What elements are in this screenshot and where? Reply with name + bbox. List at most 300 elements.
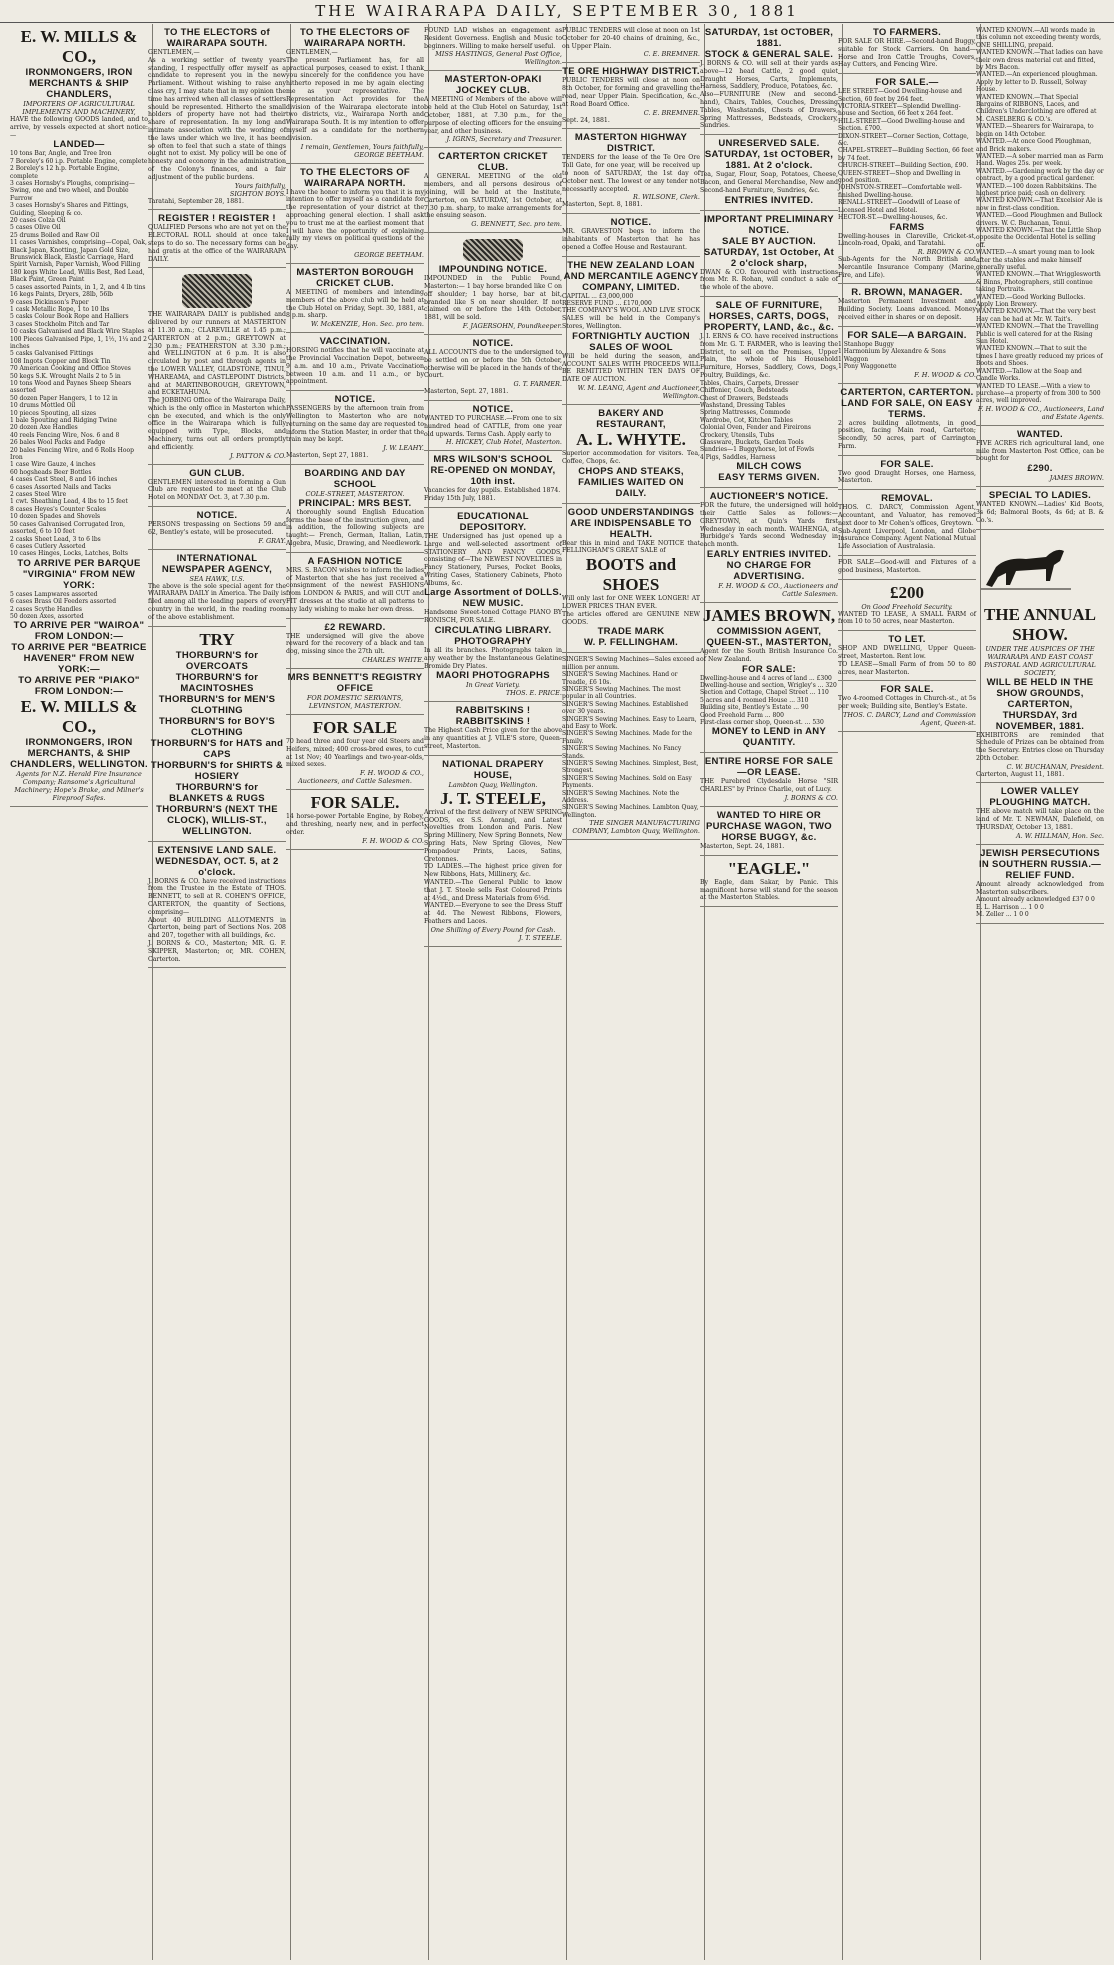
- accounts-body: ALL ACCOUNTS due to the undersigned to be settled on or before the 5th October, otherwise will be placed in the hands of the Court.: [424, 348, 562, 380]
- engine-sale-heading: FOR SALE.: [310, 793, 400, 813]
- mills-landed: LANDED—: [53, 139, 105, 151]
- column-7: [834, 24, 981, 1960]
- list-item: Building site, Bentley's Estate ... 90: [700, 704, 809, 712]
- brown-body: Agent for the South British Insurance Co. of New Zealand.: [700, 647, 838, 663]
- list-item: 20 dozen Axe Handles: [10, 424, 78, 432]
- list-item: 2 cases Scythe Handles: [10, 605, 82, 613]
- dwan-sale: [700, 211, 838, 297]
- wanted-column: [976, 24, 1104, 426]
- column-3: [282, 24, 429, 1960]
- list-item: 10 tons Bar, Angle, and Tree Iron: [10, 150, 112, 158]
- mills-footer-name: E. W. MILLS & CO.,: [20, 697, 138, 737]
- jockey-body: A MEETING of Members of the above will be held at the Club Hotel on Saturday, 1st October, 1881, at 7.30 p.m., for the purpose of electing officers for the ensuing year, and other business.: [424, 96, 562, 135]
- land-date: WEDNESDAY, OCT. 5, at 2 o'clock.: [155, 855, 279, 878]
- goodwill-advert: [838, 556, 976, 580]
- list-item: 3 cases Hornsby's Ploughs, comprising—Swing, one and two wheel, and Double Furrow: [10, 180, 135, 202]
- farmers-heading: TO FARMERS.: [872, 27, 942, 38]
- list-item: WANTED KNOWN.—That ladies can have their own dress material cut and fitted, by Mrs Bacon.: [976, 49, 1103, 72]
- mills-arrive-heading2: TO ARRIVE PER "WAIROA" FROM LONDON:—: [13, 620, 145, 643]
- cottage-sale-advert: [838, 681, 976, 732]
- list-item: WANTED KNOWN.—That Special Bargains of RIBBONS, Laces, and Children's Underclothing are offered at M. CASELBERG & CO.'s.: [976, 93, 1097, 123]
- to-let-heading: TO LET.: [888, 634, 926, 646]
- loan-heading: THE NEW ZEALAND LOAN AND MERCANTILE AGENCY COMPANY, LIMITED.: [563, 259, 699, 293]
- draught-body: Two good Draught Horses, one Harness, Masterton.: [838, 469, 976, 485]
- accounts-signer: G. T. FARMER.: [513, 380, 562, 389]
- unreserved-entries: ENTRIES INVITED.: [724, 194, 814, 206]
- five-acres-body: FIVE ACRES rich agricultural land, one mile from Masterton Post Office, can be bought for: [976, 439, 1104, 463]
- drapery-signer: J. T. STEELE.: [518, 933, 562, 942]
- list-item: Tables, Chairs, Carpets, Dresser: [700, 379, 799, 387]
- list-item: THORBURN'S for HATS and CAPS: [150, 737, 284, 760]
- property-heading: FOR SALE.—: [875, 77, 939, 89]
- list-item: E. L. Harrison ... 1 0 0: [976, 903, 1044, 911]
- wanted-list: [976, 27, 1104, 405]
- engine-sale-signer: F. H. WOOD & CO.: [362, 836, 424, 845]
- fortnight-body: Will be held during the season, and ACCOUNT SALES WITH PROCEEDS WILL BE REMITTED WITHIN TEN DAYS OF DATE OF AUCTION.: [562, 352, 700, 384]
- thorburn-advert: [148, 627, 286, 842]
- list-item: WANTED.—A sober married man as Farm Hand. Wages 25s. per week.: [976, 152, 1104, 168]
- gun-club-advert: [148, 465, 286, 507]
- wagon-date: Masterton, Sept. 24, 1881.: [700, 843, 785, 851]
- impounding-advert: [424, 233, 562, 335]
- list-item: 16 kegs Paints, Dryers, 28lb, 56lb: [10, 291, 113, 299]
- brown-money: MONEY to LEND in ANY QUANTITY.: [711, 726, 827, 749]
- list-item: 20 bales Fencing Wire, and 6 Rolls Hoop Iron: [10, 446, 134, 462]
- farmer-furniture-sale: [700, 297, 838, 488]
- bakery-heading: BAKERY AND RESTAURANT,: [596, 407, 666, 430]
- beetham2-signer: GEORGE BEETHAM.: [354, 250, 424, 259]
- list-item: SINGER'S Sewing Machines. The most popular in all Countries.: [562, 685, 681, 701]
- list-item: SINGER'S Sewing Machines. Established over 30 years.: [562, 700, 689, 716]
- list-item: 1 cask Metallic Rope, 1 to 10 lbs: [10, 305, 110, 313]
- fellingham-name: W. P. FELLINGHAM.: [583, 637, 679, 649]
- society-body: Masterton Permanent Investment and Building Society. Loans advanced. Money received either in shares or on deposit.: [838, 298, 976, 322]
- list-item: Dwelling-house and section, Wrigley's ... 320: [700, 681, 837, 689]
- farms-heading: FARMS: [889, 221, 925, 233]
- list-item: 11 cases Varnishes, comprising—Copal, Oak, Black Japan, Knotting, Japan Gold Size, Brunswick Black, Elastic Carriage, Hard Spirit Varnish, Paper Varnish, Wood Filling: [10, 239, 147, 269]
- mills-arrive-items: [10, 591, 148, 621]
- unreserved-heading: UNRESERVED SALE.: [718, 138, 820, 150]
- cricket-body: A MEETING of members and intending members of the above club will be held at the Club Hotel on Friday, Sept. 30, 1881, at 8 p.m. sharp.: [286, 288, 424, 320]
- mills-arrive-heading: TO ARRIVE PER BARQUE "VIRGINIA" FROM NEW YORK:: [17, 557, 141, 591]
- list-item: JOHNSTON-STREET—Comfortable well-finished Dwelling-house.: [838, 184, 962, 199]
- beetham-advert: [286, 24, 424, 164]
- special-ladies-advert: [976, 487, 1104, 529]
- trespass-notice: [148, 507, 286, 550]
- annual-show-advert: [976, 530, 1104, 784]
- early-entries: EARLY ENTRIES INVITED. NO CHARGE FOR ADVERTISING.: [706, 548, 832, 582]
- list-item: THORBURN'S for OVERCOATS: [175, 649, 259, 672]
- list-item: WANTED.—Shearers for Wairarapa, to begin on 14th October.: [976, 123, 1094, 138]
- auctioneer-heading: AUCTIONEER'S NOTICE.: [709, 491, 829, 503]
- rabbitskins-advert: [424, 702, 562, 755]
- mills-arrive-heading3: TO ARRIVE PER "BEATRICE HAVENER" FROM NEW YORK:—: [11, 642, 147, 676]
- list-item: 6 cases Brass Oil Feeders assorted: [10, 598, 117, 606]
- masterton-district-advert: [562, 129, 700, 214]
- list-item: 9 cases Dickinson's Paper: [10, 298, 89, 306]
- show-heading: THE ANNUAL SHOW.: [984, 604, 1096, 644]
- darcy-signer: THOS. C. DARCY, Land and Commission Agent, Queen-st.: [843, 711, 976, 728]
- list-item: 50 dozen Axes, assorted: [10, 612, 84, 620]
- horse-illustration: [976, 537, 1076, 597]
- james-brown-advert: [700, 603, 838, 753]
- farmers-advert: [838, 24, 976, 74]
- plough-heading: LOWER VALLEY PLOUGHING MATCH.: [989, 786, 1091, 809]
- vaccination-advert: [286, 333, 424, 391]
- reward-heading: £2 REWARD.: [324, 621, 386, 633]
- beetham-body: The present Parliament has, for all practical purposes, ceased to exist. I thank you sincerely for the confidence you have hitherto reposed in me by again electing me as your representative. The Representation Act provides for the division of the Wairarapa electorate into two districts, viz., Wairarapa North and Wairarapa South. It is my intention to offer myself as a candidate for the northern division.: [286, 56, 424, 142]
- ploughing-advert: [976, 783, 1104, 844]
- tender-upper-body: PUBLIC TENDERS will close at noon on 1st October for 20-40 chains of draining, &c., on Upper Plain.: [562, 27, 700, 50]
- list-item: 180 kegs White Lead, Willis Best, Red Lead, Black Paint, Green Paint: [10, 268, 145, 284]
- list-item: 1 cwt. Sheathing Lead, 4 lbs to 15 feet: [10, 498, 128, 506]
- list-item: 6 cases Cutlery Assorted: [10, 542, 86, 550]
- loan-200-advert: [838, 580, 976, 632]
- train-signer: J. W. LEAHY.: [383, 444, 424, 453]
- auctioneer-body: FOR the future, the undersigned will hold their Cattle Sales as follows:— GREYTOWN, at Quin's Yards first Wednesday in each month. WAIHENGA, at Burbidge's Yards second Wednesday in each month.: [700, 502, 838, 549]
- depository-heading: EDUCATIONAL DEPOSITORY.: [457, 510, 529, 533]
- list-item: Section and Cottage, Chapel Street ... 110: [700, 689, 829, 697]
- land-body2: About 40 BUILDING ALLOTMENTS in Carterton, being part of Sections Nos. 208 and 207, together with all buildings, &c.: [148, 916, 286, 940]
- brown-forsale: FOR SALE:: [742, 663, 796, 675]
- drapery-body: Arrival of the first delivery of NEW SPRING GOODS, ex S.S. Aorangi, and Latest Novelties from London and Paris. New Spring Millinery, New Spring Bonnets, New Spring Hats, New Spring Gloves, New Pompadour Prints, Laces, Satins, Cretonnes.: [424, 808, 562, 863]
- borns-also: Also—FURNITURE (New and second-hand), Chairs, Tables, Couches, Dressing Tables, Washstands, Chests of Drawers, Spring Mattresses, Bedsteads, Crockery, Sundries.: [700, 91, 838, 130]
- bargain-signer: F. H. WOOD & CO.: [914, 370, 976, 379]
- list-item: Washstand, Dressing Tables: [700, 401, 786, 409]
- goodwill-body: FOR SALE—Good-will and Fixtures of a good business, Masterton.: [838, 559, 976, 574]
- paper-advert: [148, 268, 286, 464]
- horse-heading: ENTIRE HORSE FOR SALE—OR LEASE.: [704, 756, 834, 779]
- furniture-body: J. I. ERNS & CO. have received instructions from Mr. G. T. FARMER, who is leaving the District, to sell on the Premises, Upper Plain, the whole of his Household Furniture, Horses, Saddlery, Cows, Dogs, Poultry, Buildings, &c.: [700, 332, 838, 379]
- five-acres-advert: [976, 426, 1104, 487]
- list-item: 5 cases assorted Paints, in 1, 2, and 4 lb tins: [10, 283, 146, 291]
- list-item: 1 Waggon: [838, 355, 869, 363]
- mills-agents: Agents for N.Z. Herald Fire Insurance Company; Ransome's Agricultural Machinery; Hope's Brake, and Milner's Fireproof Safes.: [14, 770, 144, 803]
- carterton-cricket-body: A GENERAL MEETING of the old members, and all persons desirous of joining, will be held at the Institute, Carterton, on SATURDAY, 1st October, at 7.30 p.m. sharp, to make arrangements for the ensuing season.: [424, 173, 562, 220]
- boots-body: Will only last for ONE WEEK LONGER! AT LOWER PRICES THAN EVER.: [562, 595, 700, 610]
- list-item: WANTED KNOWN.—That Excelsior Ale is now in first-class condition.: [976, 197, 1103, 212]
- rabbit-body: The Highest Cash Price given for the above in any quantities at J. VILE'S store, Queen-street, Masterton.: [424, 727, 562, 751]
- list-item: 2 Boreley's 12 h.p. Portable Engine, complete: [10, 165, 120, 180]
- impounding-signer: F. JAGERSOHN, Poundkeeper.: [462, 321, 562, 330]
- mills-intro: HAVE the following GOODS landed, and to arrive, by vessels expected at short notice:—: [10, 116, 148, 139]
- trespass-heading: NOTICE.: [196, 510, 238, 522]
- stock-sale-advert: [286, 715, 424, 790]
- wilson-body: Vacancies for day pupils. Established 1874.: [424, 487, 561, 495]
- fashion-body: MRS. S. BACON wishes to inform the ladies of Masterton that she has just received a consignment of the newest FASHIONS from LONDON & PARIS, and will CUT and FIT dresses at the studio at all patterns to any lady wishing to make her own dress.: [286, 566, 424, 613]
- list-item: 10 dozen Spades and Shovels: [10, 513, 101, 521]
- masterton-district-body: TENDERS for the lease of the Te Ore Ore Toll Gate, for one year, will be received up to noon of SATURDAY, the 1st day of October next. The lowest or any tender not necessarily accepted.: [562, 154, 700, 193]
- auctioneer-signer: F. H. WOOD & CO., Auctioneers and Cattle Salesmen.: [718, 581, 838, 598]
- to-let-body: SHOP AND DWELLING, Upper Queen-street, Masterton. Rent low.: [838, 645, 976, 661]
- special-heading: SPECIAL TO LADIES.: [988, 490, 1092, 502]
- bargain-heading: FOR SALE—A BARGAIN.: [847, 329, 967, 341]
- list-item: 5 casks Colour Book Rope and Halliers: [10, 313, 129, 321]
- horse-body: THE Purebred Clydesdale Horse "SIR CHARLES" by Prince Charlie, out of Lucy.: [700, 778, 838, 794]
- wilson-date: Friday 15th July, 1881.: [424, 495, 496, 503]
- list-item: CHAPEL-STREET—Building Section, 66 feet by 74 feet.: [838, 147, 974, 162]
- list-item: 2 cases Steel Wire: [10, 491, 67, 499]
- accounts-date: Masterton, Sept. 27, 1881.: [424, 388, 509, 396]
- dwan-auction: SALE BY AUCTION.: [721, 235, 816, 247]
- bargain-list: [838, 341, 976, 371]
- eagle-heading: "EAGLE.": [727, 858, 811, 878]
- list-item: 25 drums Boiled and Raw Oil: [10, 231, 100, 239]
- list-item: SINGER'S Sewing Machines. Note the Address.: [562, 789, 680, 805]
- list-item: 10 pieces Spouting, all sizes: [10, 409, 97, 417]
- trade-mark: TRADE MARK: [597, 626, 665, 638]
- school-heading: BOARDING AND DAY SCHOOL: [304, 467, 406, 490]
- show-place: WILL BE HELD IN THE SHOW GROUNDS, CARTERTON,: [986, 676, 1094, 710]
- drapery-wanted2: WANTED.—The General Public to know that J. T. Steele sells Fast Coloured Prints at 4½d., and Dress Materials from 6½d.: [424, 879, 562, 902]
- jockey-signer: J. IGRNS, Secretary and Treasurer.: [446, 135, 562, 144]
- eagle-body: By Eagle, dam Sakar, by Panic. This magnificent horse will stand for the season at the Masterton Stables.: [700, 878, 838, 902]
- gun-body: GENTLEMEN interested in forming a Gun Club are requested to meet at the Club Hotel on MONDAY Oct. 3, at 7.30 p.m.: [148, 478, 286, 502]
- drapery-name: J. T. STEELE,: [440, 788, 546, 808]
- list-item: M. Zeller ... 1 0 0: [976, 911, 1029, 919]
- bakery-body: Superior accommodation for visitors. Tea, Coffee, Chops, &c.: [562, 449, 700, 465]
- cattle-body: WANTED TO PURCHASE.—From one to six hundred head of CATTLE, from one year old upwards. Terms Cash. Apply early to: [424, 414, 562, 438]
- drapery-price-line: One Shilling of Every Pound for Cash.: [430, 925, 556, 934]
- cattle-signer: H. HICKEY, Club Hotel, Masterton.: [445, 438, 562, 447]
- wilson-heading: MRS WILSON'S SCHOOL RE-OPENED ON MONDAY, 10th inst.: [430, 454, 556, 488]
- carterton-cricket-signer: G. BENNETT, Sec. pro tem.: [471, 220, 562, 229]
- coffee-body: MR. GRAVESTON begs to inform the inhabitants of Masterton that he has opened a Coffee House and Restaurant.: [562, 228, 700, 251]
- mills-advert: [10, 24, 148, 807]
- list-item: 10 casks Galvanised and Black Wire Staples: [10, 328, 145, 336]
- list-item: VICTORIA-STREET—Splendid Dwelling-house and Section, 66 feet x 264 feet.: [838, 103, 961, 118]
- list-item: 8 cases Heyes's Counter Scales: [10, 505, 106, 513]
- registry-sub: FOR DOMESTIC SERVANTS,: [306, 694, 404, 703]
- reward-advert: [286, 619, 424, 669]
- auctioneer-notice: [700, 488, 838, 603]
- governess-body: FOUND LAD wishes an engagement as Resident Governess. English and Music to beginners. Willing to make herself useful.: [424, 27, 562, 50]
- cottage-heading: FOR SALE.: [880, 684, 934, 696]
- paper-signer: J. PATTON & CO.: [229, 451, 286, 460]
- loan-body: THE COMPANY'S WOOL AND LIVE STOCK SALES will be held in the Company's Stores, Wellington.: [562, 307, 700, 330]
- list-item: HECTOR-ST.—Dwelling-houses, &c.: [838, 214, 948, 222]
- bargain-advert: [838, 327, 976, 384]
- register-body: QUALIFIED Persons who are not yet on the ELECTORAL ROLL should at once take steps to do so. The necessary forms can be had gratis at the office of the WAIRARAPA DAILY.: [148, 224, 286, 263]
- engine-sale-advert: [286, 790, 424, 849]
- list-item: 3 cases Hornsby's Shares and Fittings, Guiding, Sleeping & co.: [10, 202, 129, 217]
- list-item: LEE STREET—Good Dwelling-house and Section, 60 feet by 264 feet.: [838, 88, 962, 103]
- te-ore-date: Sept. 24, 1881.: [562, 116, 610, 124]
- jockey-club-advert: [424, 71, 562, 148]
- list-item: 100 Pieces Galvanised Pipe, 1, 1½, 1¼ and 2 inches: [10, 335, 147, 350]
- brown-heading: JAMES BROWN,: [702, 605, 836, 625]
- list-item: WANTED KNOWN.—All words made in this column not exceeding twenty words, ONE SHILLING, prepaid.: [976, 27, 1102, 49]
- intl-agency-advert: [148, 550, 286, 627]
- impounding-body: IMPOUNDED in the Public Pound, Masterton:— 1 bay horse branded like C on off shoulder; 1 bay horse, bar at bit, branded like S on near shoulder. If not claimed on or before the 14th October, 1881, will be sold.: [424, 275, 562, 322]
- boys-place: Taratahi, September 28, 1881.: [148, 197, 244, 205]
- register-heading: REGISTER ! REGISTER !: [158, 213, 276, 225]
- jockey-heading: MASTERTON-OPAKI JOCKEY CLUB.: [444, 74, 542, 97]
- to-lease-body: TO LEASE—Small Farm of from 50 to 80 acres, near Masterton.: [838, 660, 976, 676]
- music-body: Handsome Sweet-toned Cottage PIANO BY RONISCH, FOR SALE.: [424, 609, 562, 625]
- loan-amount-body: On Good Freehold Security.: [861, 602, 953, 611]
- list-item: 1 case Wire Gauze, 4 inches: [10, 461, 96, 469]
- loan-company-advert: [562, 257, 700, 405]
- mills-items: [10, 150, 148, 557]
- list-item: SINGER'S Sewing Machines. Lambton Quay, Wellington.: [562, 804, 699, 819]
- families-line: FAMILIES WAITED ON DAILY.: [578, 476, 684, 499]
- boys-salutation: GENTLEMEN,—: [148, 49, 200, 56]
- column-4: [420, 24, 567, 1960]
- list-item: RENALL-STREET—Goodwill of Lease of Licensed Hotel and Hotel.: [838, 199, 960, 214]
- intl-body: The above is the sole special agent for the WAIRARAPA DAILY in America. The Daily is filed among all the leading papers of every country in the world, in the reading room of the above establishment.: [148, 582, 286, 621]
- list-item: 20 cases Colza Oil: [10, 217, 66, 225]
- cricket-signer: W. McKENZIE, Hon. Sec. pro tem.: [310, 320, 424, 329]
- vaccination-heading: VACCINATION.: [319, 336, 391, 348]
- photo-heading: PHOTOGRAPHY: [454, 636, 532, 648]
- coffee-heading: NOTICE.: [610, 217, 652, 229]
- governess-signer: MISS HASTINGS, General Post Office, Wellington.: [435, 50, 562, 67]
- column-8: [972, 24, 1108, 1960]
- list-item: 108 Ingots Copper and Block Tin: [10, 357, 111, 365]
- list-item: 5 acres and 4 roomed House ... 310: [700, 696, 809, 704]
- list-item: WANTED.—Good Ploughmen and Bullock drivers. W. C. Buchanan, Tenui.: [976, 212, 1103, 227]
- list-item: DIXON-STREET—Corner Section, Cottage, &c.: [838, 132, 969, 148]
- list-item: 40 reels Fencing Wire, Nos. 6 and 8: [10, 431, 120, 439]
- list-item: 4 cases Cast Steel, 8 and 16 inches: [10, 476, 118, 484]
- jewish-list: [976, 896, 1104, 918]
- beetham2-advert: [286, 164, 424, 264]
- carterton-cricket-heading: CARTERTON CRICKET CLUB.: [438, 151, 548, 174]
- maori-signer: THOS. E. PRICE.: [505, 689, 562, 698]
- list-item: 50 kegs S.K. Wrought Nails 2 to 5 in: [10, 372, 121, 380]
- easy-terms: EASY TERMS GIVEN.: [718, 472, 820, 484]
- drapery-heading: NATIONAL DRAPERY HOUSE,: [442, 758, 544, 781]
- brown-sub: COMMISSION AGENT, QUEEN-ST., MASTERTON,: [706, 625, 832, 648]
- list-item: SINGER'S Sewing Machines. Simplest, Best, Strongest.: [562, 760, 699, 775]
- borns-body: J. BORNS & CO. will sell at their yards as above—12 head Cattle, 2 good quiet Draught Horses, Carts, Implements, Harness, Saddlery, Produce, Potatoes, &c.: [700, 60, 838, 91]
- plough-body: THE above match will take place on the land of Mr. T. NEWMAN, Dalefield, on THURSDAY, October 13, 1881.: [976, 808, 1104, 832]
- list-item: THORBURN'S for BLANKETS & RUGS: [169, 781, 265, 804]
- list-item: First-class corner shop, Queen-st. ... 530: [700, 719, 824, 727]
- list-item: WANTED.—At once Good Ploughman, and Brick makers.: [976, 138, 1092, 153]
- wagon-advert: [700, 807, 838, 856]
- list-item: 1 Pony Waggonette: [838, 363, 897, 371]
- special-body: WANTED KNOWN.—Ladies' Kid Boots, 3s 6d; Balmoral Boots, 4s 6d; at B. & Co.'s.: [976, 501, 1104, 524]
- masterton-district-heading: MASTERTON HIGHWAY DISTRICT.: [574, 132, 688, 155]
- show-date: THURSDAY, 3rd NOVEMBER, 1881.: [995, 709, 1085, 732]
- thorburn-list: [148, 650, 286, 804]
- registry-advert: [286, 669, 424, 715]
- rabbit-heading: RABBITSKINS ! RABBITSKINS !: [455, 705, 531, 728]
- governess-advert: [424, 24, 562, 71]
- list-item: 3 cases Stockholm Pitch and Tar: [10, 320, 110, 328]
- list-item: WANTED KNOWN.—That the very best Hay can be had at Mr. W. Tait's.: [976, 308, 1096, 323]
- masthead: THE WAIRARAPA DAILY, SEPTEMBER 30, 1881: [0, 0, 1114, 23]
- mills-arrive-heading4: TO ARRIVE PER "PIAKO" FROM LONDON:—: [18, 675, 140, 698]
- boys-heading: TO THE ELECTORS of WAIRARAPA SOUTH.: [164, 27, 270, 49]
- list-item: THORBURN'S for MEN'S CLOTHING: [158, 693, 276, 716]
- good-body: Bear this in mind and TAKE NOTICE that FELLINGHAM'S GREAT SALE of: [562, 539, 700, 555]
- list-item: WANTED.—Good Working Bullocks. Apply Lion Brewery.: [976, 293, 1086, 309]
- show-sub: UNDER THE AUSPICES OF THE WAIRARAPA AND EAST COAST PASTORAL AND AGRICULTURAL SOCIETY,: [984, 644, 1096, 677]
- five-acres-price: £290.: [1027, 463, 1053, 475]
- milch-cows: MILCH COWS: [736, 461, 802, 473]
- list-item: 1 Harmonium by Alexandre & Sons: [838, 348, 946, 356]
- bakery-advert: [562, 405, 700, 504]
- list-item: 60 hogsheads Beer Bottles: [10, 468, 92, 476]
- carterton-land-heading: LAND FOR SALE, ON EASY TERMS.: [841, 397, 973, 420]
- coffee-notice: [562, 214, 700, 256]
- loan-capital: CAPITAL ... £3,000,000: [562, 292, 634, 300]
- list-item: Chest of Drawers, Bedsteads: [700, 394, 789, 402]
- singer-signer: THE SINGER MANUFACTURING COMPANY, Lambton Quay, Wellington.: [572, 819, 700, 836]
- wagon-heading: WANTED TO HIRE OR PURCHASE WAGON, TWO HORSE BUGGY, &c.: [705, 810, 833, 844]
- drapery-ladies: TO LADIES.—The highest price given for New Ribbons, Hats, Millinery, &c.: [424, 863, 562, 879]
- tender-upper-plain: [562, 24, 700, 63]
- school-addr: COLE-STREET, MASTERTON.: [305, 489, 405, 498]
- dwan-date: SATURDAY, 1st October, At 2 o'clock sharp,: [703, 246, 835, 269]
- fortnight-heading: FORTNIGHTLY AUCTION SALES OF WOOL: [572, 330, 690, 353]
- maori-sub: In Great Variety.: [465, 681, 520, 690]
- school-advert: [286, 465, 424, 553]
- column-2: [144, 24, 291, 1960]
- list-item: WANTED KNOWN.—That to suit the times I have greatly reduced my prices of Boots and Shoes.: [976, 345, 1103, 368]
- te-ore-body: PUBLIC TENDERS will close at noon on 8th October, for forming and gravelling the road, near Upper Plain. Specification, &c., at Road Board Office.: [562, 77, 700, 108]
- masterton-district-date: Masterton, Sept. 8, 1881.: [562, 201, 643, 209]
- dolls-heading: Large Assortment of DOLLS.: [424, 587, 562, 599]
- photo-body: In all its branches. Photographs taken in any weather by the Instantaneous Gelatine Bromide Dry Plates.: [424, 647, 562, 670]
- trespass-signer: F. GRAY.: [258, 536, 286, 545]
- try-heading: TRY: [199, 629, 235, 649]
- train-notice: [286, 391, 424, 465]
- carterton-land-body: 2 acres building allotments, in good position, facing Main road, Carterton; Secondly, 50 acres, part of Carrington Farm.: [838, 419, 976, 450]
- column-6: [696, 24, 843, 1960]
- list-item: WANTED.—Gardening work by the day or contract, by a good practical gardener.: [976, 167, 1104, 183]
- trespass-body: PERSONS trespassing on Sections 59 and 62, Bentley's estate, will be prosecuted.: [148, 521, 286, 536]
- property-sale-advert: [838, 74, 976, 284]
- land-body: J. BORNS & CO. have received instructions from the Trustee in the Estate of THOS. BENNETT, to sell at R. COHEN'S OFFICE, CARTERTON, the quantity of Sections, comprising—: [148, 877, 286, 916]
- list-item: Chiffonier, Couch, Bedsteads: [700, 387, 789, 395]
- list-item: SINGER'S Sewing Machines. Sold on Easy Payments.: [562, 774, 692, 790]
- unreserved-sale: [700, 135, 838, 210]
- list-item: 5 cases Olive Oil: [10, 224, 61, 232]
- building-society-advert: [838, 284, 976, 326]
- list-item: Dwelling-house and 4 acres of land ... £300: [700, 674, 832, 682]
- engine-sale-body: 14 horse-power Portable Engine, by Robey, and threshing, nearly new, and in perfect order.: [286, 813, 424, 836]
- list-item: CHURCH-STREET—Building Section, £90.: [838, 162, 969, 170]
- list-item: Sundries—1 Buggyhorse, lot of Fowls: [700, 446, 815, 454]
- cattle-notice: [424, 401, 562, 451]
- beetham2-body: I have the honor to inform you that it is my intention to offer myself as a candidate for the representation of your district at the approaching general election. I shall ask you to trust me at the earliest moment that I will have the opportunity of explaining fully my views on political questions of the day.: [286, 188, 424, 251]
- thorburn-address: THORBURN'S (NEXT THE CLOCK), WILLIS-ST., WELLINGTON.: [156, 803, 278, 837]
- column-1: [6, 24, 153, 1960]
- carterton-heading: CARTERTON, CARTERTON.: [840, 386, 974, 398]
- furniture-list: [700, 380, 838, 461]
- carterton-land-advert: [838, 384, 976, 456]
- impounding-heading: IMPOUNDING NOTICE.: [438, 264, 548, 276]
- reward-body: THE undersigned will give the above reward for the recovery of a black and tan dog, missing since the 27th ult.: [286, 632, 424, 656]
- loan-reserve: RESERVE FUND ... £170,000: [562, 299, 652, 307]
- horse-signer: J. BORNS & CO.: [784, 794, 838, 803]
- list-item: HILL-STREET—Good Dwelling-house and Section. £700.: [838, 117, 965, 133]
- unreserved-body: Tea, Sugar, Flour, Soap, Potatoes, Cheese, Bacon, and General Merchandise, New and Second-hand Furniture, Sundries, &c.: [700, 171, 838, 194]
- list-item: Glassware, Buckets, Garden Tools: [700, 438, 804, 446]
- beetham-signer: GEORGE BEETHAM.: [354, 150, 424, 159]
- columns: [6, 24, 1108, 1960]
- list-item: SINGER'S Sewing Machines. Easy to Learn, and Easy to Work.: [562, 715, 697, 730]
- list-item: WANTED.—A smart young man to look after the stables and make himself generally useful.: [976, 249, 1095, 271]
- list-item: 10 tons Wood and Paynes Sheep Shears assorted: [10, 379, 132, 395]
- cricket-advert: [286, 264, 424, 333]
- singer-advert: [562, 653, 700, 840]
- reward-signer: CHARLES WHITE.: [362, 656, 424, 665]
